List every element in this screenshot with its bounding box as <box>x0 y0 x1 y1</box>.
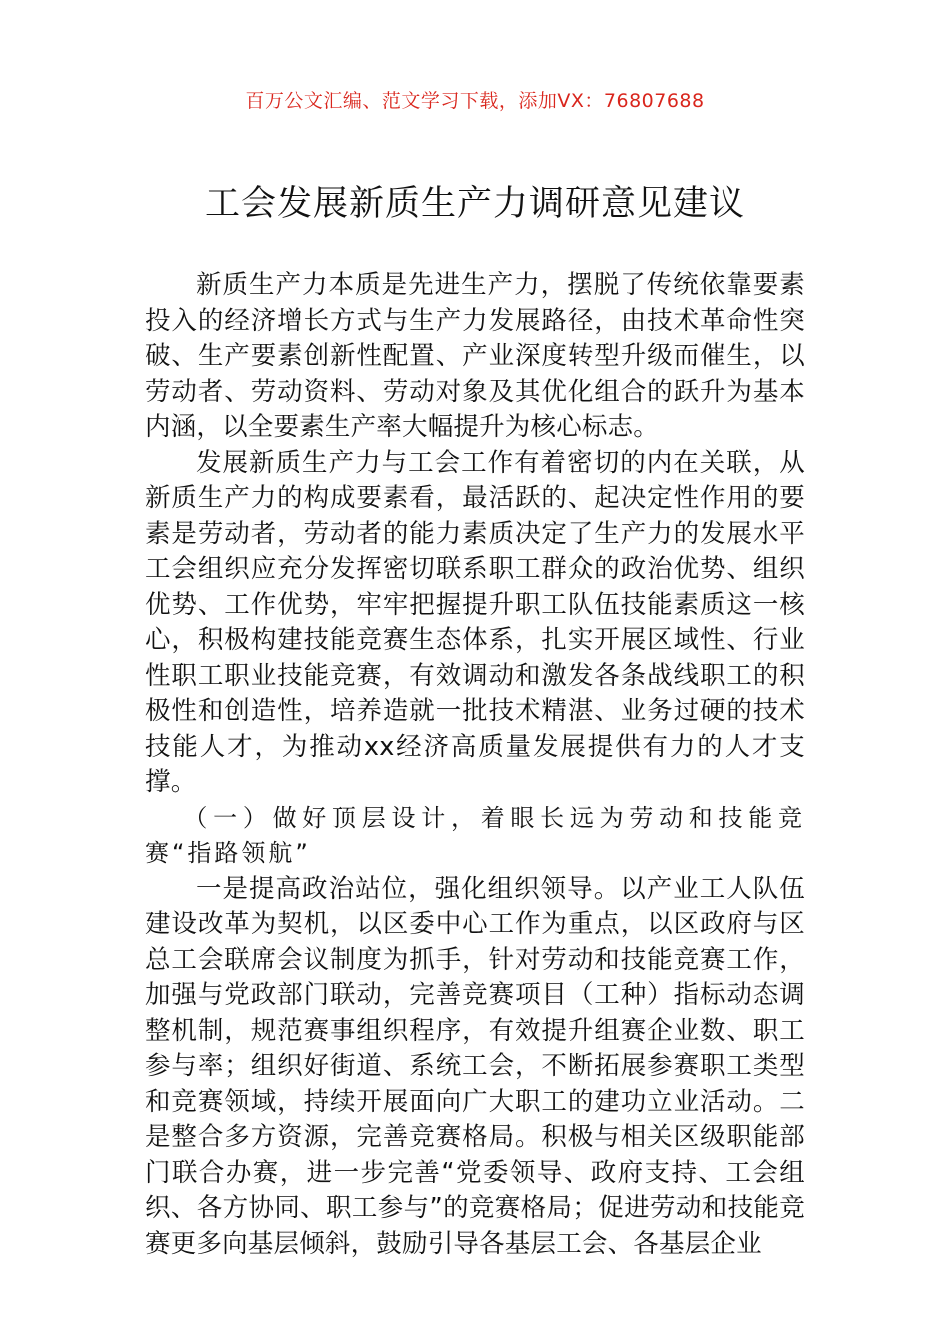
paragraph-intro: 新质生产力本质是先进生产力，摆脱了传统依靠要素投入的经济增长方式与生产力发展路径，由技术革命性突破、生产要素创新性配置、产业深度转型升级而催生，以劳动者、劳动资料、劳动对象及其优化组合的跃升为基本内涵，以全要素生产率大幅提升为核心标志。 <box>145 270 805 442</box>
document-title: 工会发展新质生产力调研意见建议 <box>204 184 745 224</box>
paragraph-section-1: 一是提高政治站位，强化组织领导。以产业工人队伍建设改革为契机，以区委中心工作为重点，以区政府与区总工会联席会议制度为抓手，针对劳动和技能竞赛工作，加强与党政部门联动，完善竞赛项目（工种）指标动态调整机制，规范赛事组织程序，有效提升组赛企业数、职工参与率；组织好街道、系统工会，不断拓展参赛职工类型和竞赛领域，持续开展面向广大职工的建功立业活动。二是整合多方资源，完善竞赛格局。积极与相关区级职能部门联合办赛，进一步完善“党委领导、政府支持、工会组织、各方协同、职工参与”的竞赛格局；促进劳动和技能竞赛更多向基层倾斜，鼓励引导各基层工会、各基层企业 <box>145 873 805 1259</box>
section-heading-1: （一）做好顶层设计，着眼长远为劳动和技能竞赛“指路领航” <box>145 803 805 867</box>
document-body <box>145 268 805 1262</box>
header-watermark-note: 百万公文汇编、范文学习下载，添加VX：76807688 <box>245 90 705 112</box>
paragraph-relation: 发展新质生产力与工会工作有着密切的内在关联，从新质生产力的构成要素看，最活跃的、起决定性作用的要素是劳动者，劳动者的能力素质决定了生产力的发展水平工会组织应充分发挥密切联系职工群众的政治优势、组织优势、工作优势，牢牢把握提升职工队伍技能素质这一核心，积极构建技能竞赛生态体系，扎实开展区域性、行业性职工职业技能竞赛，有效调动和激发各条战线职工的积极性和创造性，培养造就一批技术精湛、业务过硬的技术技能人才，为推动xx经济高质量发展提供有力的人才支撑。 <box>145 447 805 797</box>
